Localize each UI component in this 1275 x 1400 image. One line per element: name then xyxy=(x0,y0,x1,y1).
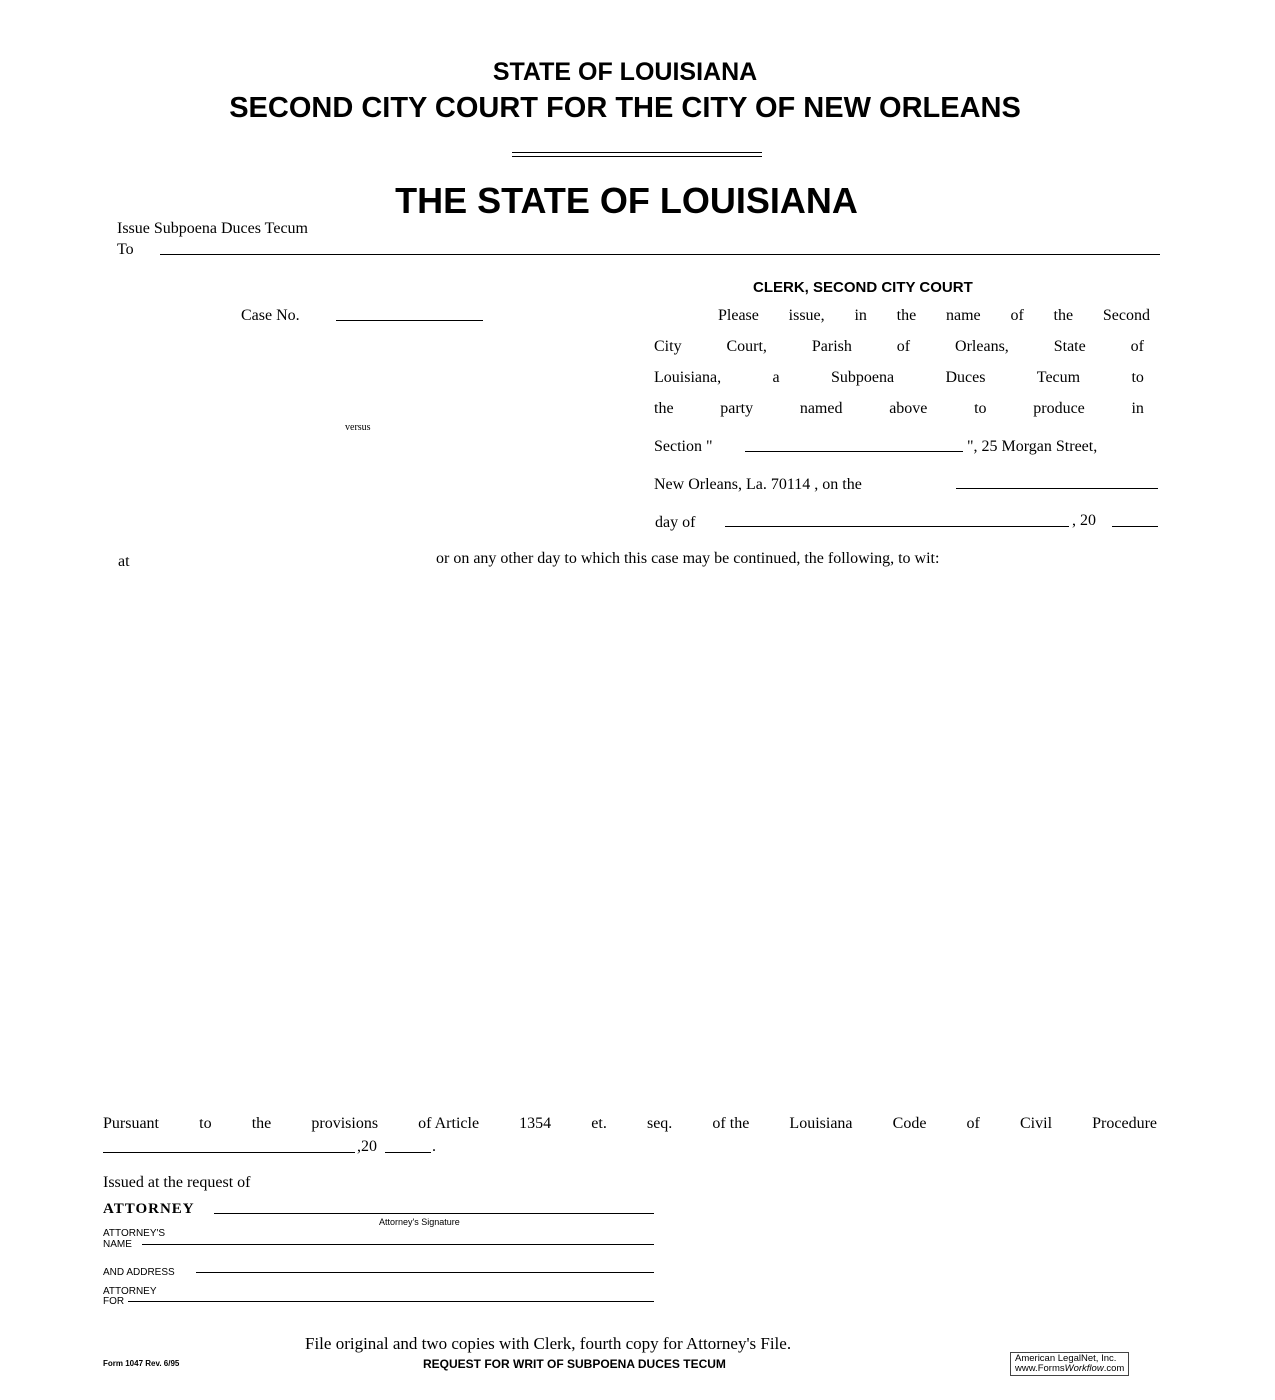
request-line: the party named above to produce in xyxy=(654,400,1144,417)
page-title: THE STATE OF LOUISIANA xyxy=(395,180,858,221)
state-heading: STATE OF LOUISIANA xyxy=(492,58,758,86)
attorney-signature-caption: Attorney's Signature xyxy=(379,1217,460,1227)
request-line: Please issue, in the name of the Second xyxy=(718,307,1150,324)
court-heading: SECOND CITY COURT FOR THE CITY OF NEW ORLEANS xyxy=(229,92,1021,124)
attorney-name-label: NAME xyxy=(103,1239,132,1250)
section-field[interactable] xyxy=(745,451,963,452)
attorney-label: ATTORNEY xyxy=(103,1201,195,1217)
to-label: To xyxy=(117,241,134,258)
clerk-heading: CLERK, SECOND CITY COURT xyxy=(753,279,973,296)
attorney-signature-field[interactable] xyxy=(214,1213,654,1214)
attorney-for-field[interactable] xyxy=(128,1301,654,1302)
section-prefix: Section " xyxy=(654,438,713,455)
case-no-label: Case No. xyxy=(241,307,300,324)
form-title: REQUEST FOR WRIT OF SUBPOENA DUCES TECUM xyxy=(423,1357,726,1371)
address-field[interactable] xyxy=(196,1272,654,1273)
attorney-name-label: ATTORNEY'S xyxy=(103,1228,166,1239)
pursuant-year-prefix: ,20 xyxy=(357,1138,377,1155)
attorney-name-field[interactable] xyxy=(142,1244,654,1245)
case-no-field[interactable] xyxy=(336,320,483,321)
subpoena-form: STATE OF LOUISIANA SECOND CITY COURT FOR THE CITY OF NEW ORLEANS THE STATE OF LOUISIANA Issue Subpoena Duces Tecum To CLERK, SECOND CITY COURT Case No. versus Please issue, in the name of the Second City Court, Parish of Orleans, State of Louisiana, a Subpoena Duces Tecum to the party named above to produce in Section " ", 25 Morgan Street, New Orleans, La. 70114 , on the day of , 20 at or on any other day to which this case may be continued, the following, to wit: Pursuant to the provisions of Article 1354 et. seq. of the Louisiana Code of Civil Procedure ,20 . Issued at the request of ATTORNEY Attorney's Signature ATTORNEY'S NAME AND ADDRESS ATTORNEY FOR File original and two copies with Clerk, fourth copy for Attorney's File. Form 1047 Rev. 6/95 REQUEST FOR WRIT OF SUBPOENA DUCES TECUM American LegalNet, Inc. www.FormsWorkflow.com xyxy=(0,0,1275,1400)
request-line: City Court, Parish of Orleans, State of xyxy=(654,338,1144,355)
pursuant-year-field[interactable] xyxy=(385,1152,431,1153)
attorney-for-label: FOR xyxy=(103,1296,125,1307)
at-label: at xyxy=(118,553,130,570)
file-note: File original and two copies with Clerk, fourth copy for Attorney's File. xyxy=(305,1334,792,1353)
pursuant-text: Pursuant to the provisions of Article 1354 et. seq. of the Louisiana Code of Civil Procedure xyxy=(103,1115,1157,1132)
address-line: New Orleans, La. 70114 , on the xyxy=(654,476,862,493)
divider xyxy=(512,156,762,157)
address-label: AND ADDRESS xyxy=(103,1267,175,1278)
attorney-for-label: ATTORNEY xyxy=(103,1286,157,1297)
month-field[interactable] xyxy=(725,526,1069,527)
form-number: Form 1047 Rev. 6/95 xyxy=(103,1359,180,1368)
divider xyxy=(512,152,762,153)
publisher-badge: American LegalNet, Inc. www.FormsWorkflow.com xyxy=(1010,1352,1129,1376)
section-suffix: ", 25 Morgan Street, xyxy=(967,438,1098,455)
day-of-label: day of xyxy=(655,514,696,531)
issued-at-label: Issued at the request of xyxy=(103,1174,251,1191)
pursuant-date-field[interactable] xyxy=(103,1152,355,1153)
issue-label: Issue Subpoena Duces Tecum xyxy=(117,220,308,237)
continued-text: or on any other day to which this case may be continued, the following, to wit: xyxy=(436,550,940,567)
year-prefix: , 20 xyxy=(1072,512,1096,529)
request-line: Louisiana, a Subpoena Duces Tecum to xyxy=(654,369,1144,386)
versus-label: versus xyxy=(345,422,371,433)
date-day-field[interactable] xyxy=(956,488,1158,489)
to-field[interactable] xyxy=(160,254,1160,255)
year-field[interactable] xyxy=(1112,526,1158,527)
